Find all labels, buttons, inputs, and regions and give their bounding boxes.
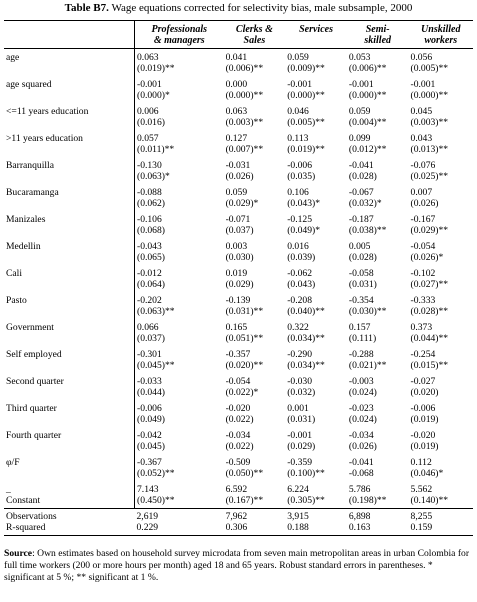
variable-name: >11 years education <box>4 130 135 157</box>
summary-value: 7,962 <box>224 509 286 523</box>
coefficient-cell: 0.001 <box>287 403 309 414</box>
coefficient-cell: 0.099 <box>348 133 371 144</box>
coefficient-cell: -0.357 <box>225 349 251 360</box>
coefficient-cell: 0.157 <box>348 322 371 333</box>
coef-row <box>4 454 473 468</box>
coefficient-cell: -0.003 <box>348 376 374 387</box>
coefficient-cell: -0.290 <box>287 349 312 360</box>
std-error-cell: (0.026) <box>225 171 254 182</box>
coefficient-cell: 0.019 <box>225 268 248 279</box>
coefficient-cell: 0.322 <box>287 322 309 333</box>
coef-row <box>4 319 473 333</box>
coefficient-cell: 0.045 <box>410 106 433 117</box>
coef-row <box>4 76 473 90</box>
std-error-cell: (0.000)** <box>225 90 264 101</box>
std-error-cell: (0.016) <box>137 117 165 128</box>
coefficient-cell: 0.053 <box>348 52 371 63</box>
variable-name: _ Constant <box>4 481 135 509</box>
coef-row <box>4 103 473 117</box>
std-error-cell: (0.044) <box>137 387 165 398</box>
coefficient-cell: -0.031 <box>225 160 251 171</box>
variable-name: Manizales <box>4 211 135 238</box>
std-error-cell: (0.043) <box>287 279 316 290</box>
std-error-cell: (0.011)** <box>137 144 175 155</box>
std-error-cell: (0.024) <box>348 387 377 398</box>
col-header-clerks: Clerks & Sales <box>224 21 286 49</box>
summary-value: 8,255 <box>409 509 473 523</box>
coefficient-cell: 0.112 <box>410 457 432 468</box>
std-error-cell: (0.012)** <box>348 144 387 155</box>
coefficient-cell: -0.088 <box>137 187 162 198</box>
coefficient-cell: -0.509 <box>225 457 251 468</box>
std-error-cell: (0.062) <box>137 198 165 209</box>
std-error-cell: (0.100)** <box>287 468 325 479</box>
std-error-cell: (0.029)* <box>225 198 259 209</box>
variable-name: Medellin <box>4 238 135 265</box>
table-caption: Wage equations corrected for selectivity bias, male subsample, 2000 <box>111 2 413 14</box>
coefficient-cell: -0.067 <box>348 187 374 198</box>
std-error-cell: (0.044)** <box>410 333 449 344</box>
std-error-cell: (0.013)** <box>410 144 449 155</box>
coefficient-cell: 7.143 <box>137 484 159 495</box>
coefficient-cell: -0.001 <box>137 79 162 90</box>
coefficient-cell: -0.020 <box>410 430 436 441</box>
std-error-cell: (0.051)** <box>225 333 264 344</box>
std-error-cell: (0.028)** <box>410 306 449 317</box>
std-error-cell: (0.022)* <box>225 387 259 398</box>
std-error-cell: (0.000)* <box>137 90 170 101</box>
variable-name: Third quarter <box>4 400 135 427</box>
std-error-cell: (0.000)** <box>348 90 387 101</box>
std-error-cell: (0.305)** <box>287 495 325 506</box>
coefficient-cell: -0.006 <box>137 403 162 414</box>
summary-row <box>4 509 473 523</box>
coefficient-cell: 6.592 <box>225 484 248 495</box>
std-error-cell: (0.039) <box>287 252 316 263</box>
std-error-cell: (0.019)** <box>137 63 175 74</box>
coefficient-cell: 0.063 <box>225 106 248 117</box>
coef-row <box>4 346 473 360</box>
table-number: Table B7. <box>64 2 109 14</box>
coefficient-cell: -0.139 <box>225 295 251 306</box>
coefficient-cell: 0.016 <box>287 241 309 252</box>
std-error-cell: (0.027)** <box>410 279 449 290</box>
std-error-cell: (0.026)* <box>410 252 444 263</box>
std-error-cell: (0.029) <box>225 279 254 290</box>
coefficient-cell: -0.058 <box>348 268 374 279</box>
summary-value: 0.229 <box>135 522 224 536</box>
coefficient-cell: 6.224 <box>287 484 309 495</box>
source-text: : Own estimates based on household survey microdata from seven main metropolitan areas in urban Colombia for full time workers (200 or more hours per month) aged 18 and 65 years. Robust standard errors in parentheses. * significant at 5 %; ** significant at 1 %. <box>4 548 470 583</box>
summary-label: R-squared <box>4 522 135 536</box>
coefficient-cell: -0.359 <box>287 457 312 468</box>
summary-value: 3,915 <box>285 509 347 523</box>
std-error-cell: -0.068 <box>348 468 374 479</box>
coefficient-cell: 0.063 <box>137 52 159 63</box>
coefficient-cell: -0.033 <box>137 376 162 387</box>
variable-name: age squared <box>4 76 135 103</box>
coefficient-cell: -0.071 <box>225 214 251 225</box>
std-error-cell: (0.040)** <box>287 306 325 317</box>
coefficient-cell: -0.125 <box>287 214 312 225</box>
std-error-cell: (0.020) <box>410 387 439 398</box>
variable-name: age <box>4 49 135 77</box>
std-error-cell: (0.031) <box>287 414 316 425</box>
summary-row <box>4 522 473 536</box>
std-error-cell: (0.032) <box>287 387 316 398</box>
coefficient-cell: -0.012 <box>137 268 162 279</box>
std-error-cell: (0.029) <box>287 441 316 452</box>
coefficient-cell: -0.042 <box>137 430 162 441</box>
coefficient-cell: -0.354 <box>348 295 374 306</box>
std-error-cell: (0.064) <box>137 279 165 290</box>
std-error-cell: (0.021)** <box>348 360 387 371</box>
header-blank <box>4 21 135 49</box>
coefficient-cell: 5.562 <box>410 484 433 495</box>
coefficient-cell: -0.054 <box>225 376 251 387</box>
std-error-cell: (0.063)** <box>137 306 175 317</box>
variable-name: Self employed <box>4 346 135 373</box>
std-error-cell: (0.025)** <box>410 171 449 182</box>
coefficient-cell: -0.041 <box>348 457 374 468</box>
variable-name: Fourth quarter <box>4 427 135 454</box>
coefficient-cell: -0.006 <box>287 160 312 171</box>
coefficient-cell: 0.041 <box>225 52 248 63</box>
std-error-cell: (0.028) <box>348 171 377 182</box>
summary-value: 6,898 <box>347 509 409 523</box>
coefficient-cell: -0.034 <box>348 430 374 441</box>
coef-row <box>4 49 473 64</box>
source-label: Source <box>4 548 33 559</box>
std-error-cell: (0.049)* <box>287 225 320 236</box>
std-error-cell: (0.063)* <box>137 171 170 182</box>
col-header-unskilled: Unskilled workers <box>409 21 473 49</box>
coef-row <box>4 157 473 171</box>
std-error-cell: (0.020)** <box>225 360 264 371</box>
regression-table <box>4 20 473 536</box>
std-error-cell: (0.037) <box>137 333 165 344</box>
coefficient-cell: -0.202 <box>137 295 162 306</box>
std-error-cell: (0.030)** <box>348 306 387 317</box>
coefficient-cell: -0.187 <box>348 214 374 225</box>
variable-name: <=11 years education <box>4 103 135 130</box>
coefficient-cell: -0.054 <box>410 241 436 252</box>
coefficient-cell: 0.006 <box>137 106 159 117</box>
std-error-cell: (0.005)** <box>410 63 449 74</box>
summary-value: 0.163 <box>347 522 409 536</box>
coefficient-cell: -0.076 <box>410 160 436 171</box>
std-error-cell: (0.028) <box>348 252 377 263</box>
coefficient-cell: -0.020 <box>225 403 251 414</box>
std-error-cell: (0.068) <box>137 225 165 236</box>
coefficient-cell: -0.106 <box>137 214 162 225</box>
variable-name: Government <box>4 319 135 346</box>
summary-value: 2,619 <box>135 509 224 523</box>
std-error-cell: (0.000)** <box>287 90 325 101</box>
coef-row <box>4 427 473 441</box>
std-error-cell: (0.022) <box>225 441 254 452</box>
std-error-cell: (0.026) <box>410 198 439 209</box>
coefficient-cell: -0.001 <box>348 79 374 90</box>
std-error-cell: (0.004)** <box>348 117 387 128</box>
variable-name: Cali <box>4 265 135 292</box>
std-error-cell: (0.052)** <box>137 468 175 479</box>
summary-label: Observations <box>4 509 135 523</box>
std-error-cell: (0.026) <box>348 441 377 452</box>
std-error-cell: (0.024) <box>348 414 377 425</box>
coef-row <box>4 184 473 198</box>
coefficient-cell: -0.288 <box>348 349 374 360</box>
coef-row <box>4 130 473 144</box>
coefficient-cell: -0.043 <box>137 241 162 252</box>
std-error-cell: (0.015)** <box>410 360 449 371</box>
std-error-cell: (0.198)** <box>348 495 387 506</box>
variable-name: Bucaramanga <box>4 184 135 211</box>
coefficient-cell: -0.006 <box>410 403 436 414</box>
summary-value: 0.188 <box>285 522 347 536</box>
col-header-professionals: Professionals & managers <box>135 21 224 49</box>
std-error-cell: (0.037) <box>225 225 254 236</box>
std-error-cell: (0.003)** <box>225 117 264 128</box>
coef-row <box>4 238 473 252</box>
coef-row <box>4 481 473 495</box>
coef-row <box>4 400 473 414</box>
std-error-cell: (0.034)** <box>287 360 325 371</box>
coefficient-cell: 0.066 <box>137 322 159 333</box>
variable-name: Barranquilla <box>4 157 135 184</box>
coefficient-cell: -0.034 <box>225 430 251 441</box>
summary-value: 0.306 <box>224 522 286 536</box>
coefficient-cell: 0.165 <box>225 322 248 333</box>
coefficient-cell: 0.056 <box>410 52 433 63</box>
std-error-cell: (0.035) <box>287 171 316 182</box>
variable-name: Pasto <box>4 292 135 319</box>
coefficient-cell: 0.046 <box>287 106 309 117</box>
std-error-cell: (0.065) <box>137 252 165 263</box>
col-header-services: Services <box>285 21 347 49</box>
variable-name: φ/F <box>4 454 135 481</box>
std-error-cell: (0.032)* <box>348 198 382 209</box>
std-error-cell: (0.029)** <box>410 225 449 236</box>
std-error-cell: (0.046)* <box>410 468 444 479</box>
coef-row <box>4 265 473 279</box>
std-error-cell: (0.019)** <box>287 144 325 155</box>
summary-value: 0.159 <box>409 522 473 536</box>
coefficient-cell: 5.786 <box>348 484 371 495</box>
std-error-cell: (0.043)* <box>287 198 320 209</box>
std-error-cell: (0.030) <box>225 252 254 263</box>
std-error-cell: (0.450)** <box>137 495 175 506</box>
coefficient-cell: 0.043 <box>410 133 433 144</box>
coefficient-cell: -0.041 <box>348 160 374 171</box>
coefficient-cell: -0.208 <box>287 295 312 306</box>
coefficient-cell: -0.167 <box>410 214 436 225</box>
source-note <box>4 548 473 584</box>
coefficient-cell: -0.367 <box>137 457 162 468</box>
coefficient-cell: 0.106 <box>287 187 309 198</box>
std-error-cell: (0.031) <box>348 279 377 290</box>
coefficient-cell: 0.057 <box>137 133 159 144</box>
coef-row <box>4 292 473 306</box>
std-error-cell: (0.019) <box>410 414 439 425</box>
coefficient-cell: 0.127 <box>225 133 248 144</box>
coefficient-cell: -0.023 <box>348 403 374 414</box>
coefficient-cell: -0.130 <box>137 160 162 171</box>
coefficient-cell: 0.113 <box>287 133 309 144</box>
variable-name: Second quarter <box>4 373 135 400</box>
std-error-cell: (0.034)** <box>287 333 325 344</box>
std-error-cell: (0.006)** <box>348 63 387 74</box>
std-error-cell: (0.000)** <box>410 90 449 101</box>
std-error-cell: (0.038)** <box>348 225 387 236</box>
coefficient-cell: -0.301 <box>137 349 162 360</box>
coefficient-cell: 0.059 <box>225 187 248 198</box>
std-error-cell: (0.045)** <box>137 360 175 371</box>
coefficient-cell: -0.027 <box>410 376 436 387</box>
coef-row <box>4 211 473 225</box>
std-error-cell: (0.049) <box>137 414 165 425</box>
std-error-cell: (0.009)** <box>287 63 325 74</box>
std-error-cell: (0.019) <box>410 441 439 452</box>
std-error-cell: (0.031)** <box>225 306 264 317</box>
std-error-cell: (0.050)** <box>225 468 264 479</box>
coefficient-cell: -0.001 <box>287 79 312 90</box>
coefficient-cell: 0.059 <box>287 52 309 63</box>
coefficient-cell: -0.254 <box>410 349 436 360</box>
std-error-cell: (0.006)** <box>225 63 264 74</box>
coefficient-cell: 0.000 <box>225 79 248 90</box>
std-error-cell: (0.140)** <box>410 495 449 506</box>
coefficient-cell: -0.333 <box>410 295 436 306</box>
coefficient-cell: -0.102 <box>410 268 436 279</box>
std-error-cell: (0.007)** <box>225 144 264 155</box>
std-error-cell: (0.045) <box>137 441 165 452</box>
std-error-cell: (0.003)** <box>410 117 449 128</box>
coefficient-cell: 0.007 <box>410 187 433 198</box>
header-row <box>4 21 473 49</box>
coefficient-cell: -0.001 <box>410 79 436 90</box>
std-error-cell: (0.111) <box>348 333 377 344</box>
coefficient-cell: 0.005 <box>348 241 371 252</box>
std-error-cell: (0.167)** <box>225 495 264 506</box>
table-title <box>0 2 477 14</box>
coefficient-cell: 0.003 <box>225 241 248 252</box>
col-header-semiskilled: Semi- skilled <box>347 21 409 49</box>
std-error-cell: (0.022) <box>225 414 254 425</box>
coefficient-cell: -0.030 <box>287 376 312 387</box>
coefficient-cell: -0.001 <box>287 430 312 441</box>
coefficient-cell: 0.059 <box>348 106 371 117</box>
coefficient-cell: -0.062 <box>287 268 312 279</box>
coefficient-cell: 0.373 <box>410 322 433 333</box>
std-error-cell: (0.005)** <box>287 117 325 128</box>
coef-row <box>4 373 473 387</box>
